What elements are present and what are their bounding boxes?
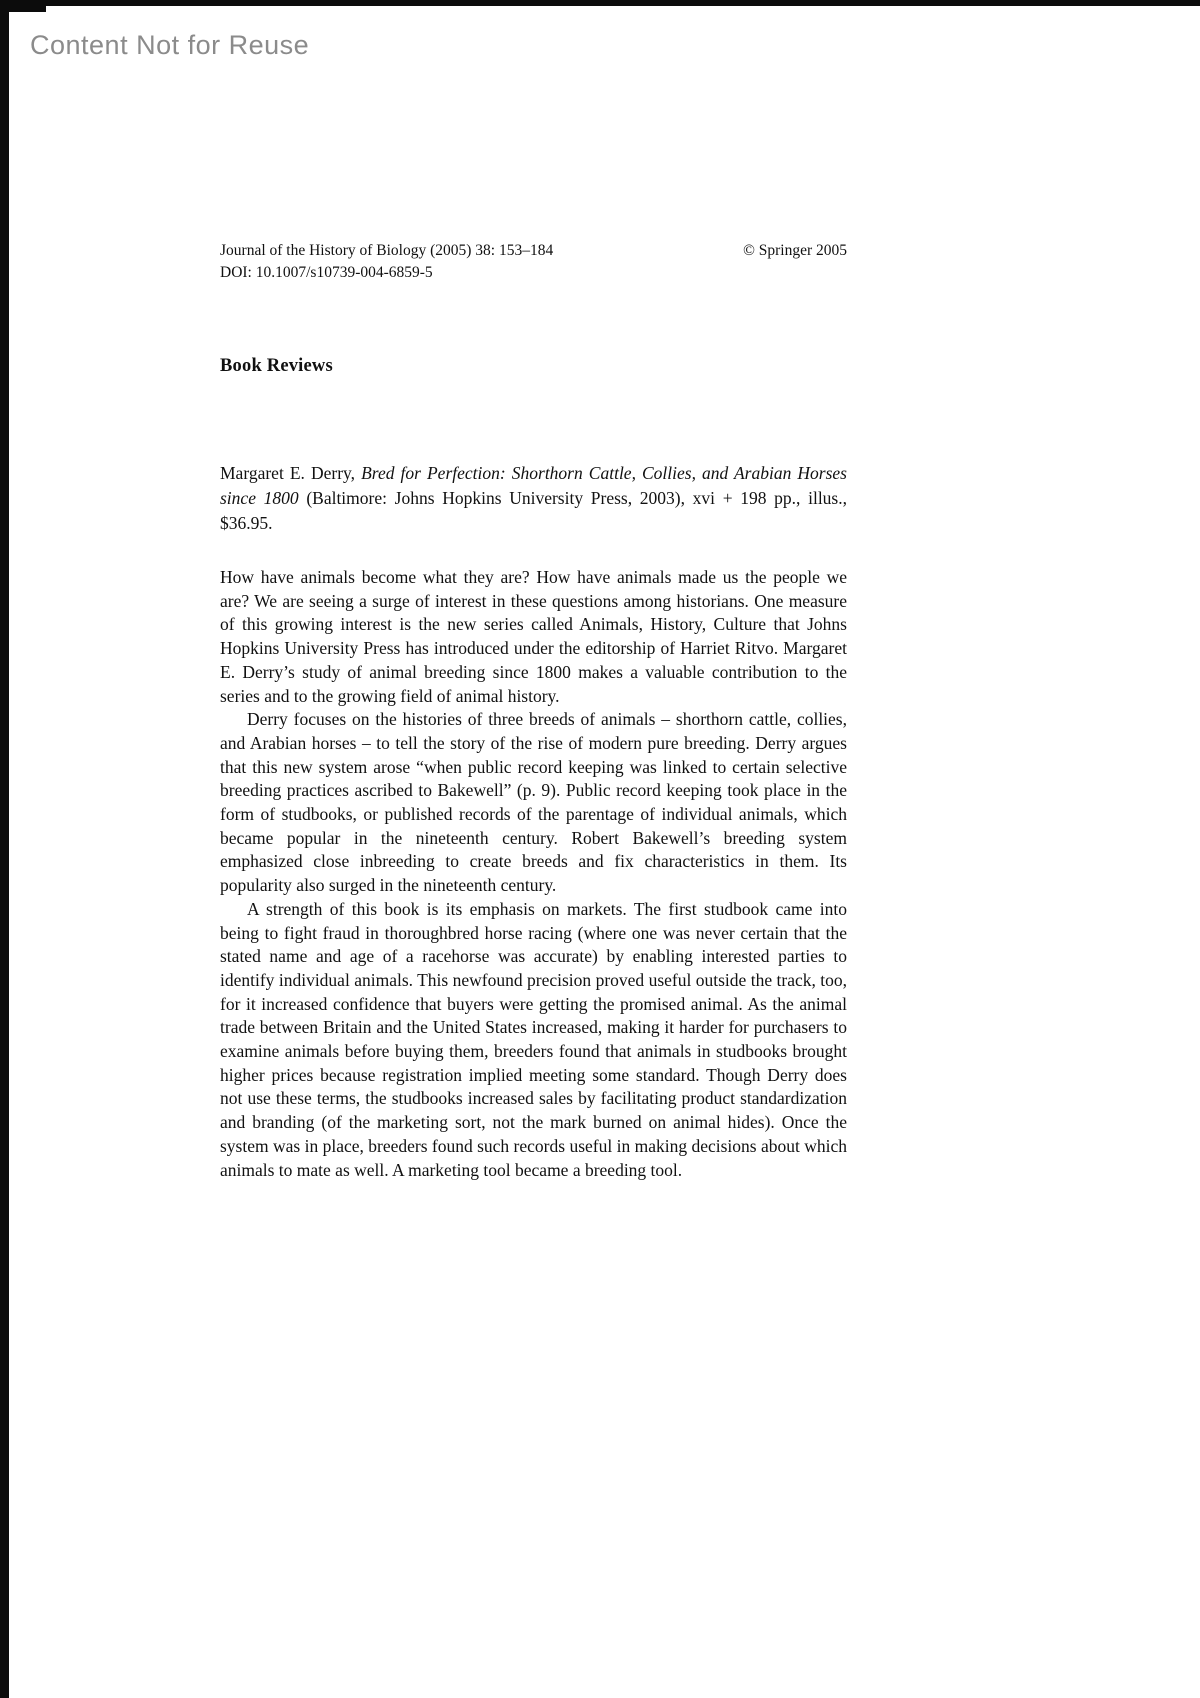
doi-line: DOI: 10.1007/s10739-004-6859-5	[220, 264, 433, 281]
paragraph-1: How have animals become what they are? How have animals made us the people we are? We are seeing a surge of interest in these questions among historians. One measure of this growing interest is the new series called Animals, History, Culture that Johns Hopkins University Press has introduced under the editorship of Harriet Ritvo. Margaret E. Derry’s study of animal breeding since 1800 makes a valuable contribution to the series and to the growing field of animal history.	[220, 567, 847, 706]
article-content	[220, 240, 847, 1182]
citation-author: Margaret E. Derry,	[220, 463, 362, 483]
paragraph-3: A strength of this book is its emphasis on markets. The first studbook came into being to fight fraud in thoroughbred horse racing (where one was never certain that the stated name and age of a racehorse was accurate) by enabling interested parties to identify individual animals. This newfound precision proved useful outside the track, too, for it increased confidence that buyers were getting the promised animal. As the animal trade between Britain and the United States increased, making it harder for purchasers to examine animals before buying them, breeders found that animals in studbooks brought higher prices because registration implied meeting some standard. Though Derry does not use these terms, the studbooks increased sales by facilitating product standardization and branding (of the marketing sort, not the mark burned on animal hides). Once the system was in place, breeders found such records useful in making decisions about which animals to mate as well. A marketing tool became a breeding tool.	[220, 898, 847, 1180]
journal-citation: Journal of the History of Biology (2005) 38: 153–184	[220, 242, 554, 259]
scan-artifact-top-edge	[0, 0, 1200, 6]
journal-header-row	[220, 240, 847, 262]
copyright-notice: © Springer 2005	[743, 242, 847, 259]
section-title: Book Reviews	[220, 356, 333, 376]
scan-artifact-corner	[0, 0, 46, 12]
citation-book-title: Bred for Perfection: Shorthorn Cattle, Collies, and Arabian Horses since 1800	[220, 463, 847, 508]
citation-publication: (Baltimore: Johns Hopkins University Press, 2003), xvi + 198 pp., illus., $36.95.	[220, 488, 847, 533]
watermark-text: Content Not for Reuse	[30, 30, 310, 60]
book-citation	[220, 461, 847, 536]
review-body	[220, 566, 847, 1182]
paragraph-2: Derry focuses on the histories of three breeds of animals – shorthorn cattle, collies, and Arabian horses – to tell the story of the rise of modern pure breeding. Derry argues that this new system arose “when public record keeping was linked to certain selective breeding practices ascribed to Bakewell” (p. 9). Public record keeping took place in the form of studbooks, or published records of the parentage of individual animals, which became popular in the nineteenth century. Robert Bakewell’s breeding system emphasized close inbreeding to create breeds and fix characteristics in them. Its popularity also surged in the nineteenth century.	[220, 709, 847, 896]
scan-artifact-left-edge	[0, 0, 9, 1698]
journal-header	[220, 240, 847, 284]
